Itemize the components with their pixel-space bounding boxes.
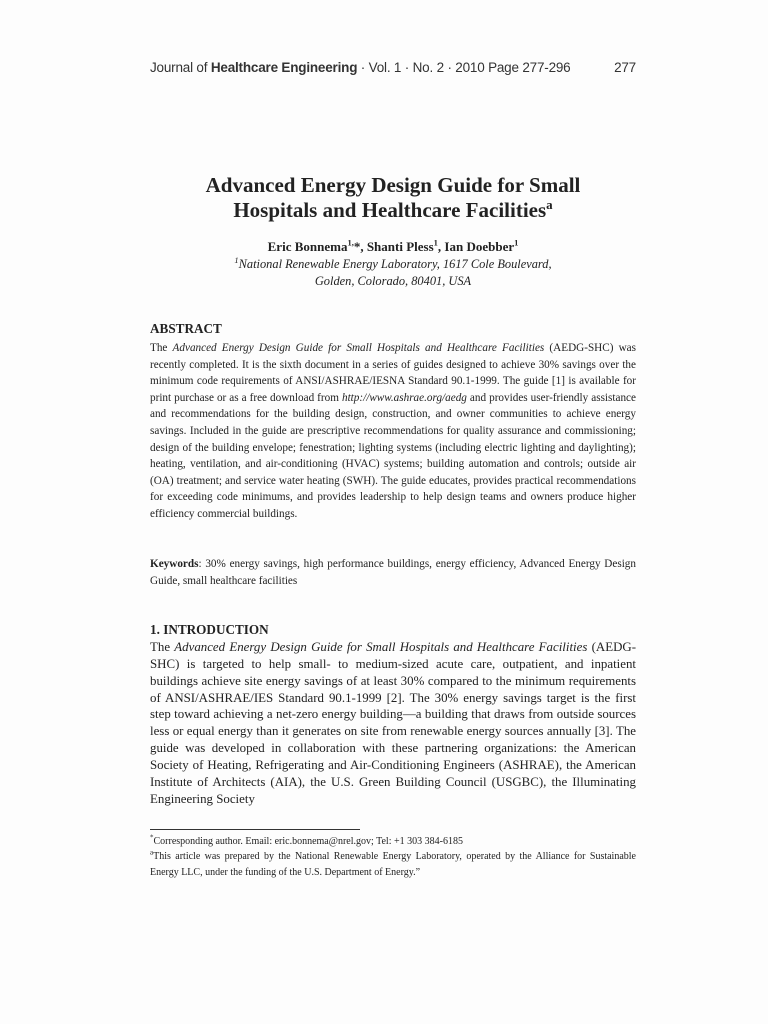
keywords	[150, 556, 636, 590]
footnote-mark: *	[150, 833, 154, 842]
footnote-text: This article was prepared by the National Renewable Energy Laboratory, operated by the Alliance for Sustainable Energy LLC, under the funding of the U.S. Department of Energy.”	[150, 851, 636, 878]
author-affiliation-mark: 1	[433, 237, 438, 248]
author-name: Eric Bonnema	[267, 239, 348, 254]
corresponding-mark: *	[353, 239, 361, 254]
abstract-text: and provides user-friendly assistance and recommendations for the building design, construction, and owner communities to achieve energy savings. Included in the guide are prescriptive recommendations for quality assurance and commissioning; design of the building envelope; fenestration; lighting systems (including electric lighting and daylighting); heating, ventilation, and air-conditioning (HVAC) systems; building automation and controls; outside air (OA) treatment; and service water heating (SWH). The guide educates, provides practical recommendations for exceeding code minimums, and provides leadership to help design teams and owners produce higher efficiency commercial buildings.	[150, 391, 636, 520]
journal-prefix: Journal of	[150, 60, 211, 75]
guide-title: Advanced Energy Design Guide for Small Hospitals and Healthcare Facilities	[174, 640, 588, 654]
introduction-heading: 1. INTRODUCTION	[150, 622, 269, 637]
journal-info: · Vol. 1 · No. 2 · 2010 Page 277-296	[357, 60, 571, 75]
author-name: Shanti Pless	[366, 239, 434, 254]
guide-url-link[interactable]: http://www.ashrae.org/aedg	[341, 391, 467, 404]
journal-name: Healthcare Engineering	[210, 60, 358, 75]
affiliation-mark: 1	[234, 254, 239, 265]
introduction-body	[150, 639, 636, 807]
footnote-mark: a	[150, 849, 154, 858]
intro-text: The	[150, 640, 175, 654]
title-line-2: Hospitals and Healthcare Facilities	[233, 198, 547, 222]
author-name: Ian Doebber	[444, 239, 515, 254]
title-line-1: Advanced Energy Design Guide for Small	[205, 173, 581, 197]
affiliation-line-2: Golden, Colorado, 80401, USA	[314, 274, 472, 288]
title-footnote-mark: a	[546, 197, 553, 212]
author-separator: ,	[437, 239, 445, 254]
author-affiliation-mark: 1	[514, 237, 519, 248]
author-separator: ,	[360, 239, 367, 254]
article-title	[150, 173, 636, 223]
footnote-divider	[150, 829, 360, 830]
keywords-label: Keywords	[150, 558, 199, 570]
guide-title: Advanced Energy Design Guide for Small Hospitals and Healthcare Facilities	[172, 342, 545, 354]
footnote-text: Corresponding author. Email: eric.bonnema@nrel.gov; Tel: +1 303 384-6185	[153, 836, 463, 847]
author-list	[150, 239, 636, 255]
author-affiliation-mark: 1,	[347, 237, 354, 248]
abstract-body	[150, 340, 636, 523]
keywords-text: : 30% energy savings, high performance buildings, energy efficiency, Advanced Energy Design Guide, small healthcare facilities	[150, 558, 636, 587]
footnotes	[150, 834, 636, 880]
running-head	[150, 60, 636, 75]
page-number: 277	[614, 60, 636, 75]
abstract-text: (AEDG-SHC) was recently completed. It is the sixth document in a series of guides designed to achieve 30% savings over the minimum code requirements of ANSI/ASHRAE/IESNA Standard 90.1-1999. The guide [1] is available for print purchase or as a free download from	[150, 342, 636, 404]
footnote-funding	[150, 849, 636, 880]
abstract-text: The	[150, 342, 173, 354]
intro-text: (AEDG-SHC) is targeted to help small- to medium-sized acute care, outpatient, and inpatient buildings achieve site energy savings of at least 30% compared to the minimum requirements of ANSI/ASHRAE/IES Standard 90.1-1999 [2]. The 30% energy savings target is the first step toward achieving a net-zero energy building—a building that draws from outside sources less or equal energy than it generates on site from renewable energy sources annually [3]. The guide was developed in collaboration with these partnering organizations: the American Society of Heating, Refrigerating and Air-Conditioning Engineers (ASHRAE), the American Institute of Architects (AIA), the U.S. Green Building Council (USGBC), the Illuminating Engineering Society	[150, 640, 636, 806]
abstract-heading: ABSTRACT	[150, 321, 222, 336]
affiliation	[150, 256, 636, 290]
footnote-corresponding	[150, 834, 636, 849]
affiliation-line-1: National Renewable Energy Laboratory, 1617 Cole Boulevard,	[238, 257, 552, 271]
